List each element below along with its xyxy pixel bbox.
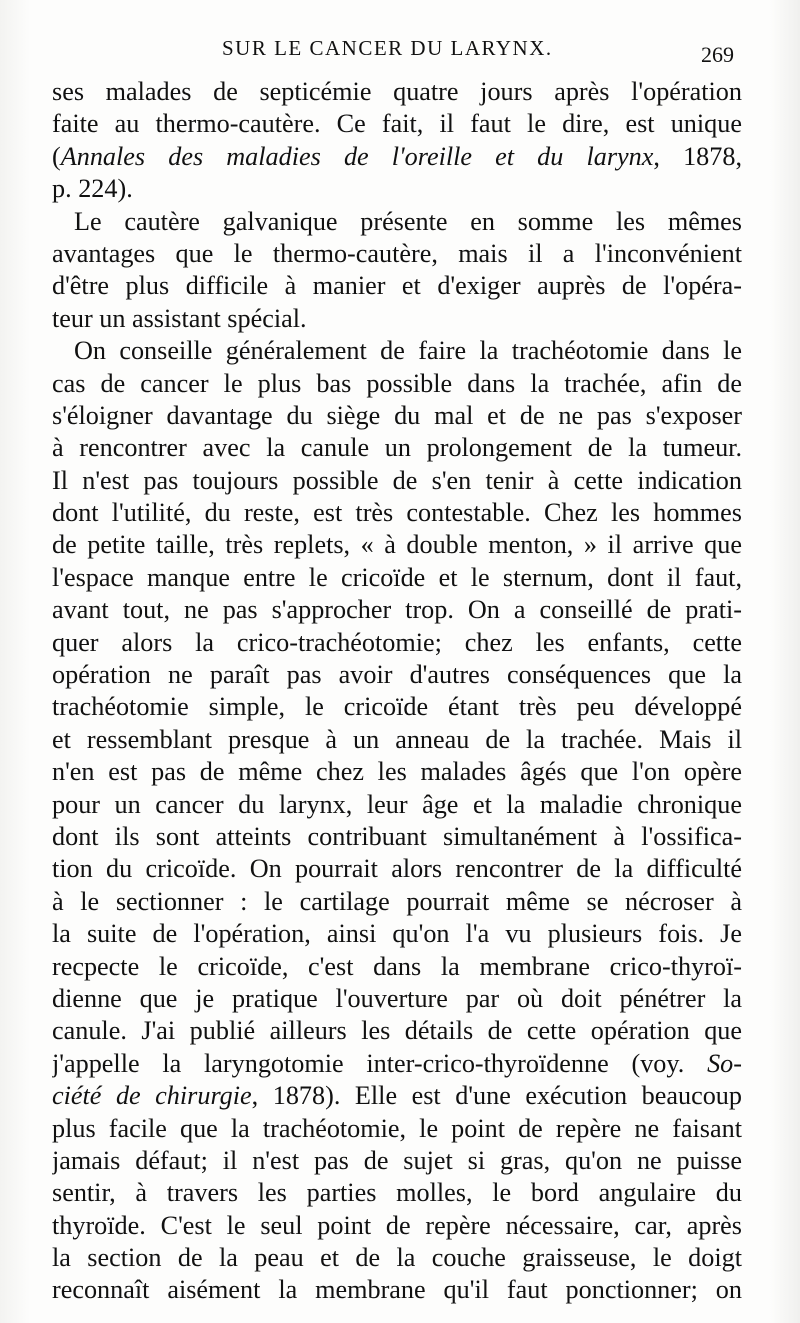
text-line: quer alors la crico-trachéotomie; chez les enfants, cette [52, 627, 742, 657]
text-line: à rencontrer avec la canule un prolongement de la tumeur. [52, 433, 742, 463]
text-line: dont ils sont atteints contribuant simultanément à l'ossifica- [52, 821, 742, 851]
text-line: l'espace manque entre le cricoïde et le sternum, dont il faut, [52, 562, 742, 592]
text-line: ses malades de septicémie quatre jours après l'opération [52, 77, 742, 106]
text-line: reconnaît aisément la membrane qu'il faut ponctionner; on [52, 1275, 742, 1305]
text-line: opération ne paraît pas avoir d'autres conséquences que la [52, 660, 742, 690]
text-line: de petite taille, très replets, « à double menton, » il arrive que [52, 530, 742, 560]
text-line: jamais défaut; il n'est pas de sujet si gras, qu'on ne puisse [52, 1145, 742, 1175]
running-title: SUR LE CANCER DU LARYNX. [222, 36, 553, 60]
text-line: à le sectionner : le cartilage pourrait même se nécroser à [52, 886, 742, 916]
text-line: la section de la peau et de la couche graisseuse, le doigt [52, 1243, 742, 1273]
text-line: et ressemblant presque à un anneau de la trachée. Mais il [52, 724, 742, 754]
text-line: (Annales des maladies de l'oreille et du larynx, 1878, [52, 141, 742, 171]
text-line: faite au thermo-cautère. Ce fait, il faut le dire, est unique [52, 109, 742, 139]
text-line: plus facile que la trachéotomie, le point de repère ne faisant [52, 1113, 742, 1143]
italic-citation: ciété de chirurgie [52, 1081, 252, 1111]
text-line: p. 224). [52, 174, 133, 204]
text-line: la suite de l'opération, ainsi qu'on l'a vu plusieurs fois. Je [52, 919, 742, 949]
text-line: tion du cricoïde. On pourrait alors rencontrer de la difficulté [52, 854, 742, 884]
text-line: s'éloigner davantage du siège du mal et de ne pas s'exposer [52, 400, 742, 430]
text-line: n'en est pas de même chez les malades âgés que l'on opère [52, 757, 742, 787]
text-line: dienne que je pratique l'ouverture par où doit pénétrer la [52, 983, 742, 1013]
italic-citation: So- [707, 1048, 742, 1078]
page-number: 269 [701, 42, 734, 67]
text-line: avant tout, ne pas s'approcher trop. On a conseillé de prati- [52, 595, 742, 625]
text-line: dont l'utilité, du reste, est très contestable. Chez les hommes [52, 498, 742, 528]
text-line: thyroïde. C'est le seul point de repère nécessaire, car, après [52, 1210, 742, 1240]
text-line: trachéotomie simple, le cricoïde étant très peu développé [52, 692, 742, 722]
running-head [52, 36, 742, 72]
text-line: pour un cancer du larynx, leur âge et la maladie chronique [52, 789, 742, 819]
text-line: j'appelle la laryngotomie inter-crico-thyroïdenne (voy. So- [52, 1048, 742, 1078]
text-line: recpecte le cricoïde, c'est dans la membrane crico-thyroï- [52, 951, 742, 981]
text-line: ciété de chirurgie, 1878). Elle est d'une exécution beaucoup [52, 1081, 742, 1111]
text-line: sentir, à travers les parties molles, le bord angulaire du [52, 1178, 742, 1208]
text-line: Il n'est pas toujours possible de s'en tenir à cette indication [52, 465, 742, 495]
text-line: Le cautère galvanique présente en somme les mêmes [74, 206, 742, 236]
italic-citation: Annales des maladies de l'oreille et du larynx [60, 141, 654, 171]
text-line: cas de cancer le plus bas possible dans la trachée, afin de [52, 368, 742, 398]
text-line: teur un assistant spécial. [52, 303, 307, 333]
text-line: canule. J'ai publié ailleurs les détails de cette opération que [52, 1016, 742, 1046]
text-line: d'être plus difficile à manier et d'exiger auprès de l'opéra- [52, 271, 742, 301]
text-line: On conseille généralement de faire la trachéotomie dans le [74, 336, 742, 366]
text-line: avantages que le thermo-cautère, mais il a l'inconvénient [52, 238, 742, 268]
body-text [52, 76, 742, 1307]
